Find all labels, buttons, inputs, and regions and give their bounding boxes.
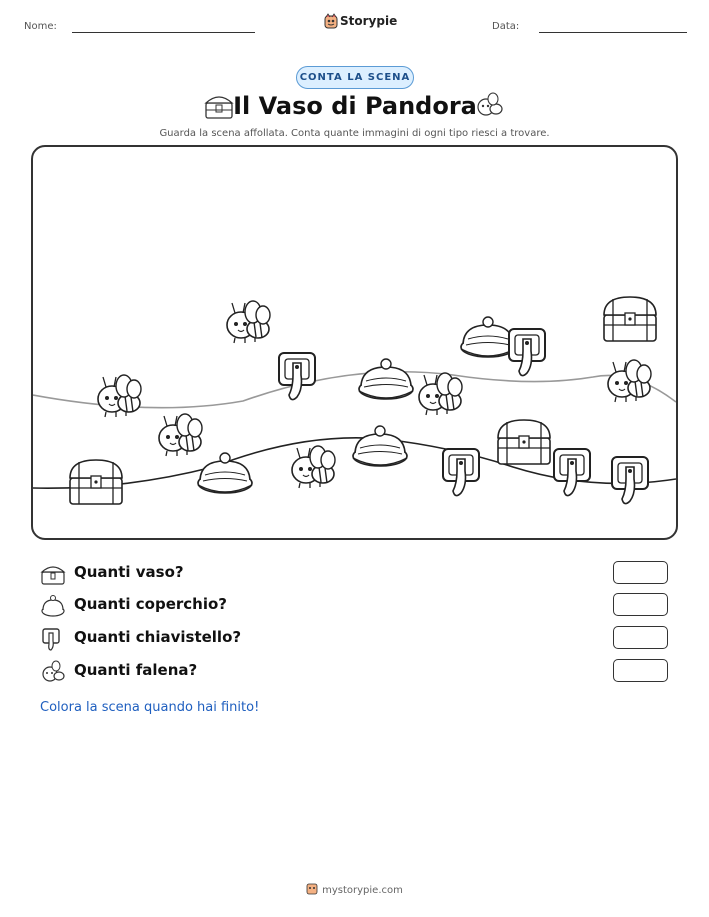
counting-scene	[31, 145, 678, 540]
activity-badge: CONTA LA SCENA	[296, 66, 414, 89]
answer-box[interactable]	[613, 561, 668, 584]
question-text: Quanti vaso?	[74, 563, 184, 581]
storypie-logo-icon	[306, 882, 318, 895]
footer-url[interactable]: mystorypie.com	[322, 885, 403, 896]
chest-icon	[40, 561, 66, 587]
instructions: Guarda la scena affollata. Conta quante immagini di ogni tipo riesci a trovare.	[159, 128, 550, 139]
footer	[0, 882, 709, 896]
question-row-lid	[40, 593, 680, 619]
answer-box[interactable]	[613, 659, 668, 682]
date-line[interactable]	[539, 32, 687, 33]
coloring-instruction: Colora la scena quando hai finito!	[40, 700, 260, 715]
question-row-moth	[40, 659, 680, 685]
name-label: Nome:	[24, 21, 57, 32]
scene-drawing	[33, 147, 676, 538]
lid-icon	[40, 593, 66, 619]
latch-icon	[40, 626, 66, 652]
storypie-logo-icon	[324, 13, 338, 29]
page-title: Il Vaso di Pandora	[233, 92, 477, 120]
name-line[interactable]	[72, 32, 255, 33]
brand-logo	[324, 13, 398, 31]
question-text: Quanti falena?	[74, 661, 198, 679]
answer-box[interactable]	[613, 593, 668, 616]
answer-box[interactable]	[613, 626, 668, 649]
question-row-chest	[40, 561, 680, 587]
question-text: Quanti chiavistello?	[74, 628, 242, 646]
brand-name: Storypie	[340, 14, 398, 28]
question-row-latch	[40, 626, 680, 652]
question-text: Quanti coperchio?	[74, 595, 227, 613]
moth-icon	[40, 659, 66, 685]
title-moth-icon	[475, 91, 505, 121]
date-label: Data:	[492, 21, 520, 32]
